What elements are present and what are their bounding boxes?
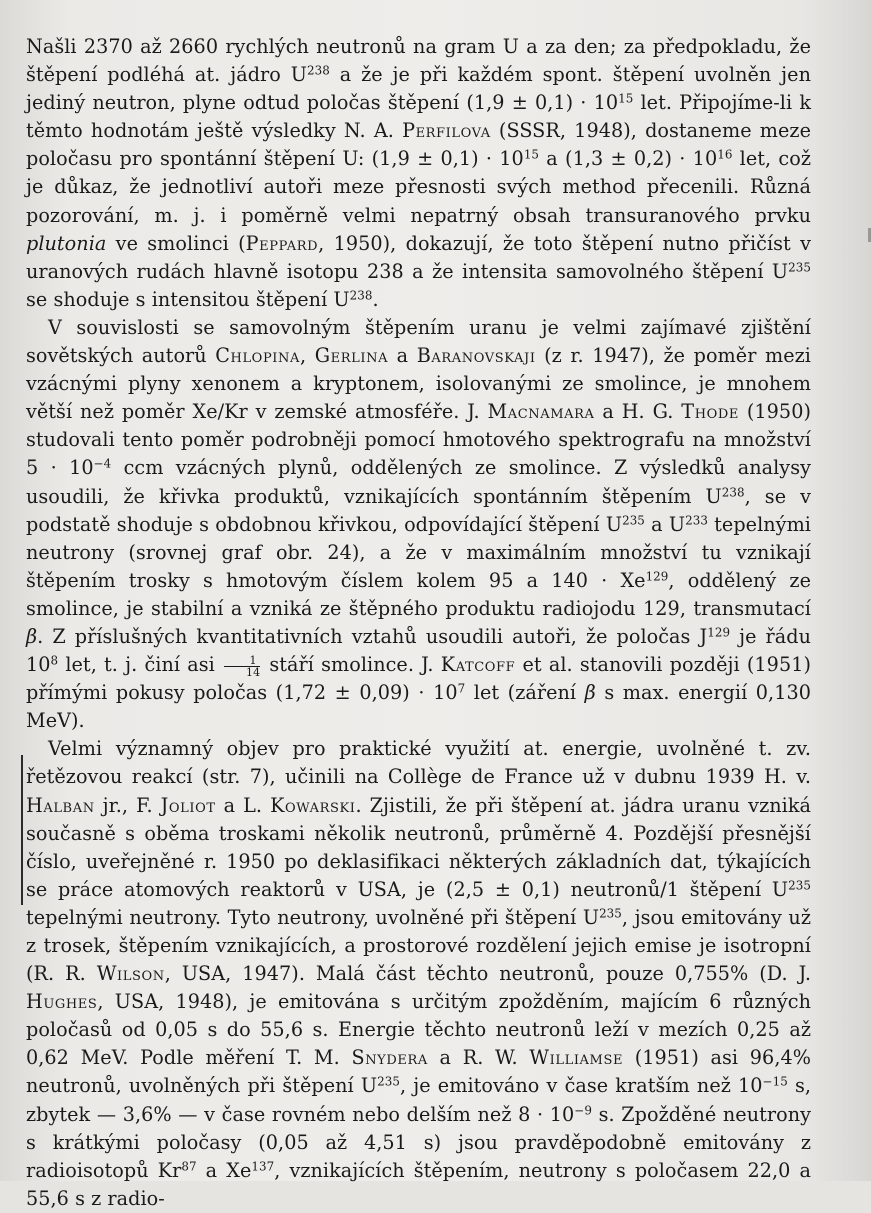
author-name: Thode [681, 400, 740, 424]
author-name: Macnamara [487, 400, 595, 424]
author-name: Snydera [351, 1046, 428, 1070]
fraction: $\frac{1}{14}$ [224, 655, 260, 678]
author-name: Perfilova [402, 119, 491, 143]
beta-symbol: β [584, 681, 596, 705]
author-name: Halban [26, 793, 95, 817]
author-name: Peppard [245, 231, 319, 255]
paragraph-spontaneous-fission-rates: Našli 2370 až 2660 rychlých neutronů na gram U a za den; za předpokladu, že štěpení podléhá at. jádro $U^{238}$ a že je při každém spont. štěpení uvolněn jen jediný neutron, plyne odtud poločas štěpení $(1,9 \pm 0,1) \cdot 10^{15}$ let. Připojíme-li k těmto hodnotám ještě výsledky N. A. Perfilova (SSSR, 1948), dostaneme meze poločasu pro spontánní štěpení U: $(1,9 \pm 0,1) \cdot 10^{15}$ a $(1,3 \pm 0,2) \cdot 10^{16}$ let, což je důkaz, že jednotliví autoři meze přesnosti svých method přecenili. Různá pozorování, m. j. i poměrně velmi nepatrný obsah transuranového prvku plutonia ve smolinci (Peppard, 1950), dokazují, že toto štěpení nutno přičíst v uranových rudách hlavně isotopu 238 a že intensita samovolného štěpení $U^{235}$ se shoduje s intensitou štěpení $U^{238}$. [26, 35, 811, 311]
author-name: Kowarski [270, 793, 356, 817]
margin-revision-bar [21, 755, 23, 905]
beta-symbol: β [26, 624, 38, 648]
author-name: Gerlina [314, 344, 389, 368]
author-name: Hughes [26, 990, 98, 1014]
author-name: Chlopina [215, 344, 300, 368]
author-name: Baranovskaji [416, 344, 536, 368]
author-name: Joliot [160, 793, 216, 817]
paragraph-xenon-krypton: V souvislosti se samovolným štěpením uranu je velmi zajímavé zjištění sovětských autorů Chlopina, Gerlina a Baranovskaji (z r. 1947), že poměr mezi vzácnými plyny xenonem a kryptonem, isolovanými ze smolince, je mnohem větší než poměr Xe/Kr v zemské atmosféře. J. Macnamara a H. G. Thode (1950) studovali tento poměr podrobněji pomocí hmotového spektrografu na množství $5 \cdot 10^{-4}$ ccm vzácných plynů, oddělených ze smolince. Z výsledků analysy usoudili, že křivka produktů, vznikajících spontánním štěpením $U^{238}$, se v podstatě shoduje s obdobnou křivkou, odpovídající štěpení $U^{235}$ a $U^{233}$ tepelnými neutrony (srovnej graf obr. 24), a že v maximálním množství tu vznikají štěpením trosky s hmotovým číslem kolem 95 a $140 \cdot Xe^{129}$, oddělený ze smolince, je stabilní a vzniká ze štěpného produktu radiojodu 129, transmutací β. Z příslušných kvantitativních vztahů usoudili autoři, že poločas $J^{129}$ je řádu $10^8$ let, t. j. činí asi $\frac{1}{14}$ stáří smolince. J. Katcoff et al. stanovili později (1951) přímými pokusy poločas $(1,72 \pm 0,09) \cdot 10^7$ let (záření β s max. energií 0,130 MeV). [26, 315, 811, 733]
author-name: Williamse [529, 1046, 624, 1070]
author-name: Katcoff [440, 653, 516, 677]
author-name: Wilson [96, 962, 165, 986]
element-name: plutonia [26, 231, 107, 255]
paragraph-chain-reaction: Velmi významný objev pro praktické využití at. energie, uvolněné t. zv. řetězovou reakcí (str. 7), učinili na Collège de France už v dubnu 1939 H. v. Halban jr., F. Joliot a L. Kowarski. Zjistili, že při štěpení at. jádra uranu vzniká současně s oběma troskami několik neutronů, průměrně 4. Pozdější přesnější číslo, uveřejněné r. 1950 po deklasifikaci některých základních dat, týkajících se práce atomových reaktorů v USA, je (2,5 ± 0,1) neutronů/1 štěpení $U^{235}$ tepelnými neutrony. Tyto neutrony, uvolněné při štěpení $U^{235}$, jsou emitovány už z trosek, štěpením vznikajících, a prostorové rozdělení jejich emise je isotropní (R. R. Wilson, USA, 1947). Malá část těchto neutronů, pouze 0,755% (D. J. Hughes, USA, 1948), je emitována s určitým zpožděním, majícím 6 různých poločasů od 0,05 s do 55,6 s. Energie těchto neutronů leží v mezích 0,25 až 0,62 MeV. Podle měření T. M. Snydera a R. W. Williamse (1951) asi 96,4% neutronů, uvolněných při štěpení $U^{235}$, je emitováno v čase kratším než $10^{-15}$ s, zbytek — 3,6% — v čase rovném nebo delším než $8 \cdot 10^{-9}$ s. Zpožděné neutrony s krátkými poločasy (0,05 až 4,51 s) jsou pravděpodobně emitovány z radioisotopů Kr$^{87}$ a Xe$^{137}$, vznikajících štěpením, neutrony s poločasem 22,0 a 55,6 s z radio- [26, 737, 812, 1210]
